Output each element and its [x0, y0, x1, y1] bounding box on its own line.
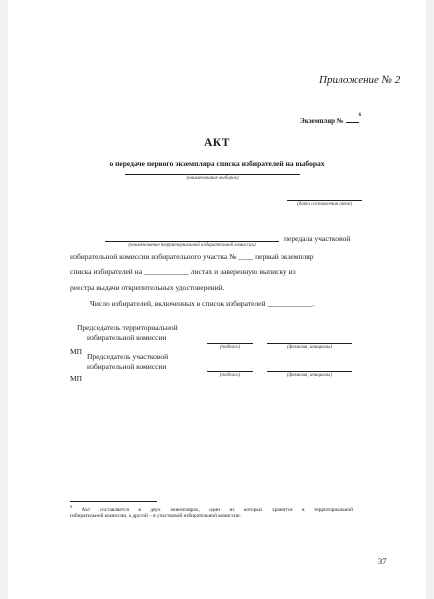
territorial-name-line — [267, 343, 352, 344]
footnote-line-1 — [70, 504, 353, 513]
footnote-text-1: Акт составляется в двух экземплярах, один из которых хранится в территориальной — [81, 506, 353, 513]
precinct-signature-caption: (подпись) — [219, 373, 241, 378]
copy-number-label — [300, 115, 361, 125]
territorial-commission-line — [105, 241, 279, 242]
body-line-1: передала участковой — [284, 234, 351, 243]
precinct-name-caption: (фамилия, инициалы) — [286, 373, 333, 378]
act-date-caption: (дата составления акта) — [297, 202, 352, 207]
precinct-chairman-label-2: избирательной комиссии — [87, 362, 167, 371]
footnote-line-2: избирательной комиссии, а другой – в участковой избирательной комиссии. — [70, 513, 241, 519]
territorial-name-caption: (фамилия, инициалы) — [286, 345, 333, 350]
precinct-signature-line — [207, 371, 253, 372]
page-number: 37 — [378, 556, 387, 566]
copy-footnote-mark: 6 — [358, 113, 362, 118]
act-subtitle: о передаче первого экземпляра списка избирателей на выборах — [109, 159, 325, 168]
mp-label-1: МП — [70, 347, 83, 356]
body-line-5: Число избирателей, включенных в список избирателей ____________. — [90, 299, 315, 308]
copy-label-text: Экземпляр № — [300, 117, 344, 125]
body-line-3: списка избирателей на ____________ листах и заверенную выписку из — [70, 267, 296, 276]
body-line-4: реестра выдачи открепительных удостоверений. — [70, 283, 225, 292]
precinct-chairman-label-1: Председатель участковой — [87, 352, 169, 361]
footnote-separator — [70, 501, 157, 502]
territorial-signature-line — [207, 343, 253, 344]
act-date-line — [287, 200, 362, 201]
election-name-caption: (наименование выборов) — [186, 176, 239, 181]
territorial-chairman-label-1: Председатель территориальной — [77, 323, 178, 332]
document-page — [8, 0, 426, 599]
territorial-chairman-label-2: избирательной комиссии — [87, 333, 167, 342]
precinct-name-line — [267, 371, 352, 372]
copy-number-blank — [346, 115, 359, 123]
mp-label-2: МП — [70, 374, 83, 383]
act-title: АКТ — [203, 137, 231, 149]
territorial-commission-caption: (наименование территориальной избирательной комиссии) — [128, 243, 256, 248]
territorial-signature-caption: (подпись) — [219, 345, 241, 350]
footnote-mark: 6 — [70, 504, 72, 509]
body-line-2: избирательной комиссии избирательного участка № ____ первый экземпляр — [70, 252, 314, 261]
election-name-line — [125, 174, 300, 175]
appendix-label: Приложение № 2 — [319, 74, 401, 86]
